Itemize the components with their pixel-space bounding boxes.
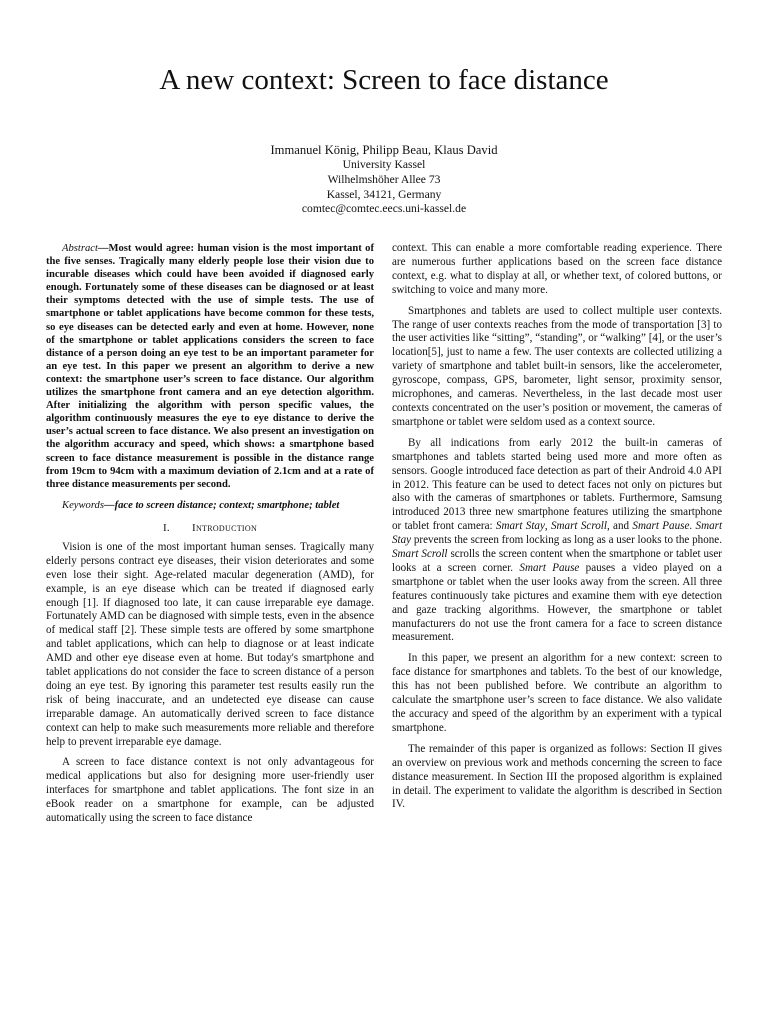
section-heading-introduction	[46, 521, 374, 535]
feature-smart-pause: Smart Pause	[632, 520, 690, 533]
author-email: comtec@comtec.eecs.uni-kassel.de	[301, 202, 467, 216]
affiliation: University Kassel	[342, 158, 426, 171]
section-title: Introduction	[191, 521, 258, 534]
intro-paragraph-6: The remainder of this paper is organized as follows: Section II gives an overview on previous work and methods concerning the screen to face distance measurement. In Section III the proposed algorithm is explained in detail. The experiment to validate the algorithm is described in Section IV.	[392, 742, 722, 811]
left-column	[46, 242, 374, 833]
address-street: Wilhelmshöher Allee 73	[327, 172, 441, 186]
right-column	[392, 242, 722, 819]
keywords-label: Keywords	[62, 499, 104, 511]
intro-paragraph-5: In this paper, we present an algorithm for a new context: screen to face distance for smartphones and tablets. To the best of our knowledge, this has not been published before. We contribute an algorithm to calculate the smartphone user’s screen to face distance. We also validate the accuracy and speed of the algorithm by an experiment with a typical smartphone.	[392, 652, 722, 734]
feature-smart-scroll: Smart Scroll	[392, 548, 448, 561]
section-number: I.	[162, 521, 170, 534]
paragraph-text: pauses a video played on a smartphone or tablet when the user looks away from the screen. All three features continuously take pictures and examine them with eye detection and gaze tracking algorithms. However, the smartphone or tablet manufacturers do not use the front camera for a face to screen distance measurement.	[392, 561, 722, 644]
author-block	[0, 142, 768, 217]
keywords-dash: —	[103, 499, 115, 511]
keywords	[46, 499, 374, 512]
separator: ,	[544, 520, 551, 533]
intro-paragraph-3: Smartphones and tablets are used to collect multiple user contexts. The range of user contexts reaches from the mode of transportation [3] to the user activities like “sitting”, “standing”, or “walking” [4], or the user’s location[5], just to name a few. The user contexts are collected utilizing a variety of smartphone and tablet built-in sensors, like the accelerometer, gyroscope, compass, GPS, barometer, light sensor, proximity sensor, microphones, and cameras. Nevertheless, in the last decade most user contexts concentrated on the user’s position or movement, the cameras of smartphone or tablet were seldom used as a context source.	[392, 304, 722, 428]
paragraph-text: scrolls the screen content when the smartphone or tablet user looks at a screen corner.	[392, 548, 722, 574]
abstract-dash: —	[97, 243, 109, 254]
author-names: Immanuel König, Philipp Beau, Klaus David	[270, 143, 498, 157]
intro-paragraph-1: Vision is one of the most important human senses. Tragically many elderly persons contract eye diseases, their vision deteriorates and some even lose their sight. Age-related macular degeneration (AMD), for example, is an eye disease which can be treated if diagnosed early enough [1]. If diagnosed too late, it can cause irreparable eye damage. Fortunately AMD can be diagnosed with simple tests, even in the absence of medical staff [2]. These simple tests are offered by some smartphone and tablet applications, which can help to diagnose or at least indicate AMD and other eye disease even at home. But today's smartphone and tablet applications do not consider the face to screen distance of a person doing an eye test. By ignoring this parameter test results easily run the risk of being inaccurate, and an undetected eye disease can cause irreparable damage. An automatically derived screen to face distance context can help to make such measurements more reliable and therefore help to prevent irreparable eye damage.	[46, 540, 374, 748]
intro-paragraph-2: A screen to face distance context is not only advantageous for medical applications but also for designing more user-friendly user interfaces for smartphone and tablet applications. The font size in an eBook reader on a smartphone for example, can be adjusted automatically using the screen to face distance	[46, 756, 374, 825]
feature-smart-scroll: Smart Scroll	[551, 520, 607, 533]
keywords-text: face to screen distance; context; smartphone; tablet	[114, 499, 340, 511]
paragraph-text: By all indications from early 2012 the built-in cameras of smartphones and tablets started being used more and more often as sensors. Google introduced face detection as part of their Android 4.0 API in 2012. This feature can be used to detect faces not only on pictures but also with the cameras of smartphones or tablets. Furthermore, Samsung introduced 2013 three new smartphone features utilizing the smartphone or tablet front camera:	[392, 436, 722, 533]
separator: .	[689, 520, 696, 533]
abstract-label: Abstract	[62, 243, 98, 254]
separator: , and	[606, 520, 633, 533]
address-city: Kassel, 34121, Germany	[326, 187, 442, 201]
feature-smart-pause: Smart Pause	[519, 561, 580, 574]
paragraph-text: prevents the screen from locking as long as a user looks to the phone.	[411, 534, 722, 547]
abstract	[46, 242, 374, 491]
abstract-text: Most would agree: human vision is the most important of the five senses. Tragically many elderly people lose their vision due to incurable diseases which could have been avoided if diagnosed early enough. Fortunately some of these diseases can be diagnosed or at least their symptoms detected with the use of simple tests. The use of smartphone or tablet applications have become common for these tests, so eye diseases can be detected early and even at home. However, none of the smartphone or tablet applications considers the screen to face distance of a person doing an eye test to be an important parameter for an eye test. In this paper we present an algorithm to derive a new context: the smartphone user’s screen to face distance. Our algorithm utilizes the smartphone front camera and an eye detection algorithm. After initializing the algorithm with person specific values, the algorithm continuously measures the eye to eye distance to derive the user’s actual screen to face distance. We also present an investigation on the algorithm accuracy and speed, which shows: a smartphone based screen to face distance measurement is possible in the distance range from 19cm to 94cm with a maximum deviation of 2.1cm and at a rate of three distance measurements per second.	[46, 243, 374, 490]
feature-smart-stay: Smart Stay	[392, 520, 723, 547]
intro-paragraph-4	[392, 437, 722, 646]
intro-paragraph-2-continued: context. This can enable a more comfortable reading experience. There are numerous further applications based on the screen face distance context, e.g. what to display at all, or whether text, of colored buttons, or switching to voice and many more.	[392, 242, 722, 296]
paper-title: A new context: Screen to face distance	[159, 64, 609, 96]
feature-smart-stay: Smart Stay	[495, 520, 545, 533]
